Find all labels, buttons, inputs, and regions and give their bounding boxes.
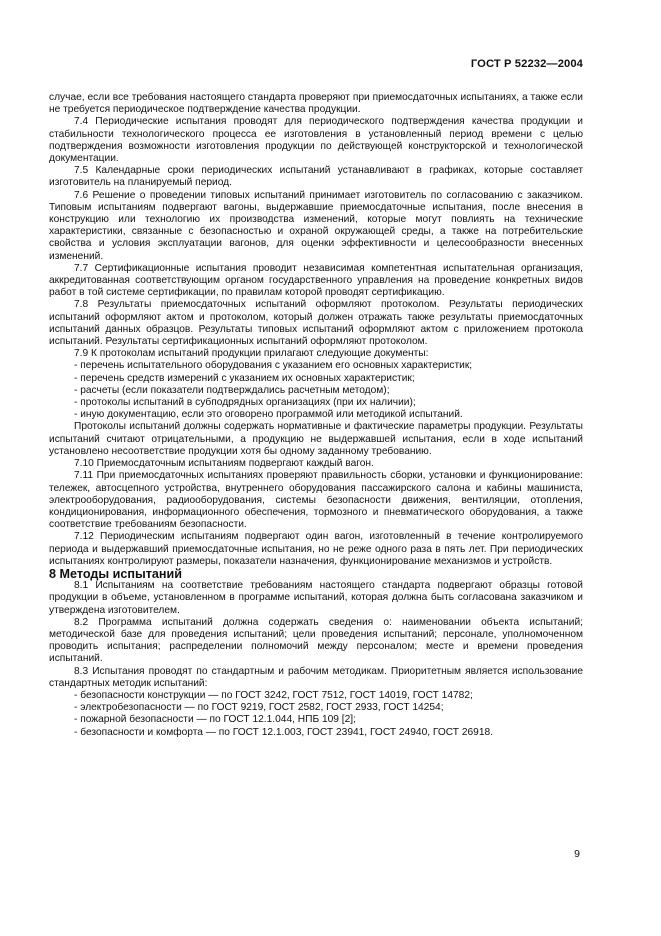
document-header-standard: ГОСТ Р 52232—2004 xyxy=(470,58,583,70)
list-item: - иную документацию, если это оговорено программой или методикой испытаний. xyxy=(74,409,463,421)
document-body xyxy=(49,92,583,739)
paragraph-8-2: 8.2 Программа испытаний должна содержать сведения о: наименовании объекта испытаний; методической базе для проведения испытаний; цели проведения испытаний; персонале, уполномоченном проводить испытания; распределении полномочий между персоналом; месте и времени проведения испытаний. xyxy=(49,616,583,665)
page-number: 9 xyxy=(574,848,580,860)
list-item: - безопасности конструкции — по ГОСТ 3242, ГОСТ 7512, ГОСТ 14019, ГОСТ 14782; xyxy=(74,689,473,701)
paragraph-7-10: 7.10 Приемосдаточным испытаниям подвергают каждый вагон. xyxy=(74,458,374,470)
paragraph-7-9: 7.9 К протоколам испытаний продукции прилагают следующие документы: xyxy=(74,348,429,360)
list-item: - перечень испытательного оборудования с указанием его основных характеристик; xyxy=(74,360,473,372)
paragraph-7-12: 7.12 Периодическим испытаниям подвергают один вагон, изготовленный в течение контролируемого периода и выдержавший приемосдаточные испытания, но не реже одного раза в пять лет. При периодических испытаниях контролируют размеры, показатели назначения, функционирование механизмов и устройств. xyxy=(49,531,583,567)
paragraph-continuation: случае, если все требования настоящего стандарта проверяют при приемосдаточных испытаниях, а также если не требуется периодическое подтверждение качества продукции. xyxy=(49,92,583,116)
paragraph-8-3: 8.3 Испытания проводят по стандартным и рабочим методикам. Приоритетным является использование стандартных методик испытаний: xyxy=(49,665,583,689)
section-title: 8 Методы испытаний xyxy=(49,566,182,581)
paragraph-7-7: 7.7 Сертификационные испытания проводит независимая компетентная испытательная организация, аккредитованная соответствующим органом государственного управления на проведение конкретных видов работ в той системе сертификации, по правилам которой проводят сертификацию. xyxy=(49,262,583,299)
list-item: - перечень средств измерений с указанием их основных характеристик; xyxy=(74,372,415,384)
list-item: - электробезопасности — по ГОСТ 9219, ГОСТ 2582, ГОСТ 2933, ГОСТ 14254; xyxy=(74,702,444,714)
list-item: - протоколы испытаний в субподрядных организациях (при их наличии); xyxy=(74,397,416,409)
paragraph-protocols: Протоколы испытаний должны содержать нормативные и фактические параметры продукции. Результаты испытаний считают отрицательными, а продукцию не выдержавшей испытания, если в ходе испытаний установлено несоответствие продукции хотя бы одному заданному требованию. xyxy=(49,421,583,457)
paragraph-7-8: 7.8 Результаты приемосдаточных испытаний оформляют протоколом. Результаты периодических испытаний оформляют актом и протоколом, который должен отражать также результаты приемосдаточных испытаний данных образцов. Результаты типовых испытаний оформляют актом с приложением протокола испытаний. Результаты сертификационных испытаний оформляют протоколом. xyxy=(49,299,583,348)
list-item: - расчеты (если показатели подтверждались расчетным методом); xyxy=(74,384,390,396)
paragraph-8-1: 8.1 Испытаниям на соответствие требованиям настоящего стандарта подвергают образцы готовой продукции в объеме, установленном в программе испытаний, которая должна быть согласована заказчиком и утверждена изготовителем. xyxy=(49,580,583,616)
paragraph-7-5: 7.5 Календарные сроки периодических испытаний устанавливают в графиках, которые составляет изготовитель на планируемый период. xyxy=(49,165,583,189)
paragraph-7-6: 7.6 Решение о проведении типовых испытаний принимает изготовитель по согласованию с заказчиком. Типовым испытаниям подвергают вагоны, выдержавшие приемосдаточные испытания, после внесения в конструкцию или технологию их производства изменений, которые могут повлиять на технические характеристики, связанные с безопасностью и охраной окружающей среды, а также на потребительские свойства и условия эксплуатации вагонов, для оценки эффективности и целесообразности внесенных изменений. xyxy=(49,189,583,262)
paragraph-7-4: 7.4 Периодические испытания проводят для периодического подтверждения качества продукции и стабильности технологического процесса ее изготовления в установленный период времени с целью подтверждения возможности изготовления продукции по действующей конструкторской и технологической документации. xyxy=(49,116,583,165)
paragraph-7-11: 7.11 При приемосдаточных испытаниях проверяют правильность сборки, установки и функционирование: тележек, автосцепного устройства, внутреннего оборудования пассажирского салона и кабины машиниста, электрооборудования, радиооборудования, системы безопасности движения, вентиляции, отопления, кондиционирования, информационного обеспечения, тормозного и пневматического оборудования, а также соответствие требованиям безопасности. xyxy=(49,470,583,531)
list-item: - безопасности и комфорта — по ГОСТ 12.1.003, ГОСТ 23941, ГОСТ 24940, ГОСТ 26918. xyxy=(74,726,494,738)
list-item: - пожарной безопасности — по ГОСТ 12.1.044, НПБ 109 [2]; xyxy=(74,714,356,726)
